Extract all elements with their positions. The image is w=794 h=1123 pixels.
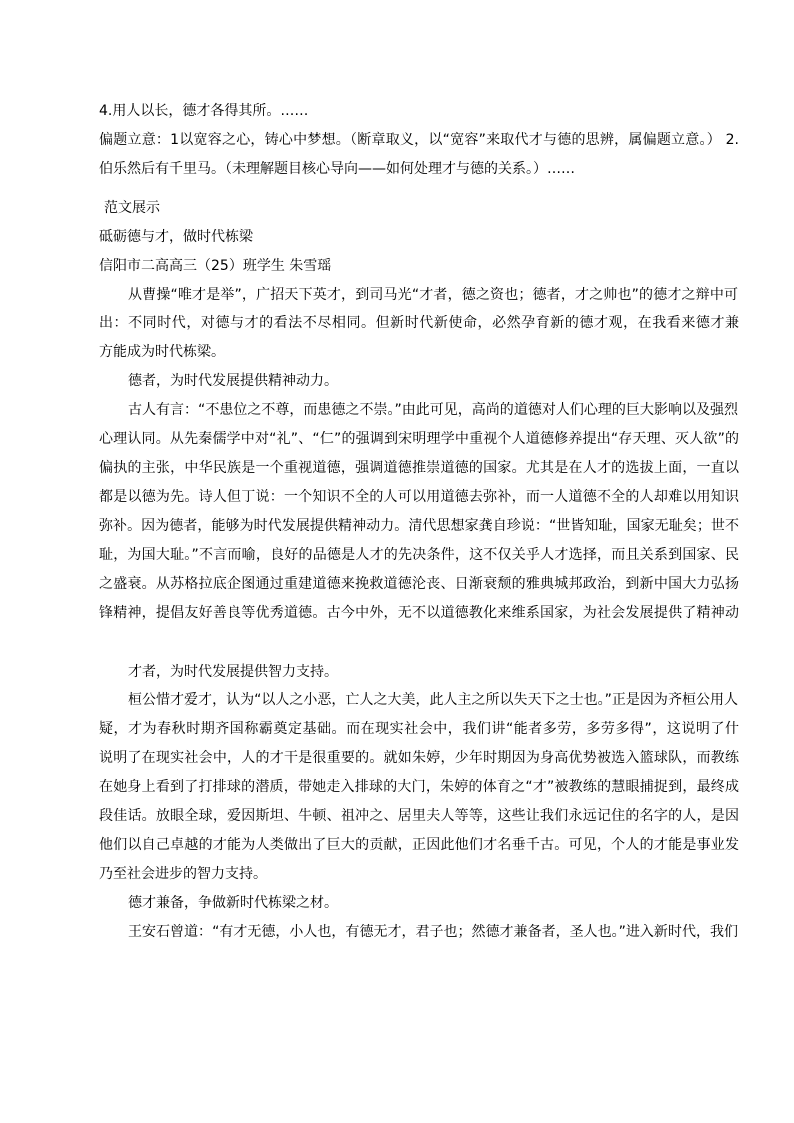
paragraph-line: 锋精神，提倡友好善良等优秀道德。古今中外，无不以道德教化来维系国家，为社会发展提供了精神动 xyxy=(99,605,739,621)
paragraph-line: 王安石曾道：“有才无德，小人也，有德无才，君子也；然德才兼备者，圣人也。”进入新时代，我们 xyxy=(128,924,738,940)
paragraph-line: 耻，为国大耻。”不言而喻，良好的品德是人才的先决条件，这不仅关乎人才选择，而且关系到国家、民 xyxy=(99,547,739,563)
paragraph-line: 心理认同。从先秦儒学中对“礼”、“仁”的强调到宋明理学中重视个人道德修养提出“存天理、灭人欲”的 xyxy=(99,431,739,447)
essay-author: 信阳市二高高三（25）班学生 朱雪瑶 xyxy=(99,258,332,274)
paragraph-line: 从曹操“唯才是举”，广招天下英才，到司马光“才者，德之资也；德者，才之帅也”的德才之辩中可 xyxy=(128,287,738,303)
paragraph-line: 方能成为时代栋梁。 xyxy=(99,344,225,360)
paragraph-line: 出：不同时代，对德与才的看法不尽相同。但新时代新使命，必然孕育新的德才观，在我看来德才兼 xyxy=(99,315,739,331)
paragraph-line: 偏执的主张，中华民族是一个重视道德，强调道德推崇道德的国家。尤其是在人才的选拔上面，一直以 xyxy=(99,460,739,476)
paragraph-line: 古人有言：“不患位之不尊，而患德之不崇。”由此可见，高尚的道德对人们心理的巨大影响以及强烈 xyxy=(128,402,738,418)
section-heading: 范文展示 xyxy=(104,200,160,216)
off-topic-line-1: 偏题立意：1以宽容之心，铸心中梦想。（断章取义，以“宽容”来取代才与德的思辨，属偏题立意。） 2. xyxy=(99,132,739,148)
essay-title: 砥砺德与才，做时代栋梁 xyxy=(99,229,253,245)
paragraph-line: 他们以自己卓越的才能为人类做出了巨大的贡献，正因此他们才名垂千古。可见，个人的才能是事业发 xyxy=(99,837,739,853)
off-topic-line-2: 伯乐然后有千里马。（未理解题目核心导向——如何处理才与德的关系。）…… xyxy=(99,161,575,177)
paragraph-line: 疑，才为春秋时期齐国称霸奠定基础。而在现实社会中，我们讲“能者多劳，多劳多得”，这说明了什 xyxy=(99,721,739,737)
paragraph-line: 段佳话。放眼全球，爱因斯坦、牛顿、祖冲之、居里夫人等等，这些让我们永远记住的名字的人，是因 xyxy=(99,808,739,824)
subheading: 德者，为时代发展提供精神动力。 xyxy=(128,373,338,389)
paragraph-line: 说明了在现实社会中，人的才干是很重要的。就如朱婷，少年时期因为身高优势被选入篮球队，而教练 xyxy=(99,750,739,766)
paragraph-line: 桓公惜才爱才，认为“以人之小恶，亡人之大美，此人主之所以失天下之士也。”正是因为齐桓公用人 xyxy=(128,692,738,708)
paragraph-line: 之盛衰。从苏格拉底企图通过重建道德来挽救道德沦丧、日渐衰颓的雅典城邦政治，到新中国大力弘扬 xyxy=(99,576,739,592)
list-item-4: 4.用人以长，德才各得其所。…… xyxy=(99,103,309,119)
paragraph-line: 弥补。因为德者，能够为时代发展提供精神动力。清代思想家龚自珍说：“世皆知耻，国家无耻矣；世不 xyxy=(99,518,739,534)
subheading: 德才兼备，争做新时代栋梁之材。 xyxy=(128,895,338,911)
paragraph-line: 乃至社会进步的智力支持。 xyxy=(99,866,267,882)
paragraph-line: 在她身上看到了打排球的潜质，带她走入排球的大门，朱婷的体育之“才”被教练的慧眼捕捉到，最终成 xyxy=(99,779,739,795)
subheading: 才者，为时代发展提供智力支持。 xyxy=(128,664,338,680)
paragraph-line: 都是以德为先。诗人但丁说：一个知识不全的人可以用道德去弥补，而一人道德不全的人却难以用知识 xyxy=(99,489,739,505)
